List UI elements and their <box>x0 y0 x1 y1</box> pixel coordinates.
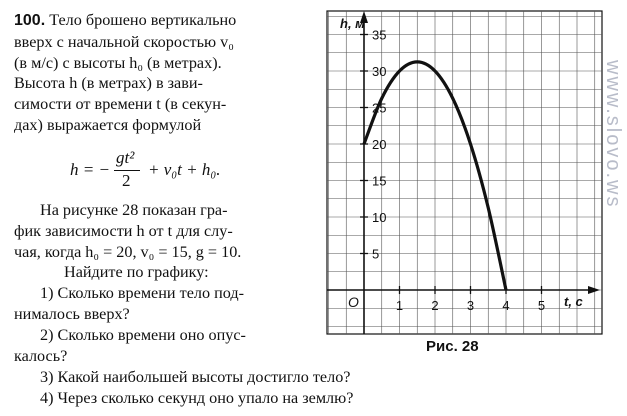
intro-line-6: дах) выражается формулой <box>14 115 202 134</box>
intro-line-4: Высота h (в метрах) в зави- <box>14 74 203 93</box>
watermark <box>602 60 627 416</box>
intro-line-3: (в м/с) с высоты h₀ (в метрах). <box>14 53 222 72</box>
x-tick-label: 1 <box>395 298 404 313</box>
formula-denominator: 2 <box>122 171 131 190</box>
chart-frame <box>327 11 602 334</box>
y-tick-label: 35 <box>372 27 387 43</box>
formula-lhs: h = − <box>70 160 110 179</box>
given-line-2: фик зависимости h от t для слу- <box>14 221 233 240</box>
x-tick-label: 2 <box>431 298 439 313</box>
question-1-line-2: нималось вверх? <box>14 305 130 323</box>
watermark-text: www.slovo.ws <box>602 60 624 209</box>
x-tick-label: 3 <box>466 298 475 313</box>
question-2-line-1: 2) Сколько времени оно опус- <box>40 326 246 344</box>
y-tick-label: 25 <box>372 100 387 116</box>
intro-line-1-text: Тело брошено вертикально <box>49 11 237 29</box>
problem-number: 100. <box>14 12 46 29</box>
x-tick-label: 5 <box>537 298 546 313</box>
question-2-line-2: калось? <box>14 347 68 365</box>
origin-label: O <box>348 294 359 310</box>
x-axis-label: t, c <box>564 294 583 309</box>
intro-line-5: симости от времени t (в секун- <box>14 95 227 114</box>
y-tick-label: 30 <box>372 64 387 79</box>
given-line-1: На рисунке 28 показан гра- <box>40 201 228 219</box>
given-line-3: чая, когда h₀ = 20, v₀ = 15, g = 10. <box>14 242 242 261</box>
y-tick-label: 20 <box>372 137 387 152</box>
formula-rest: + v₀t + h₀. <box>148 160 221 179</box>
question-1-line-1: 1) Сколько времени тело под- <box>40 284 245 302</box>
question-4: 4) Через сколько секунд оно упало на землю? <box>40 389 354 407</box>
figure-caption: Рис. 28 <box>426 338 479 355</box>
intro-line-2: вверх с начальной скоростью v₀ <box>14 32 234 51</box>
task-line: Найдите по графику: <box>64 263 209 282</box>
question-3: 3) Какой наибольшей высоты достигло тело? <box>40 368 351 386</box>
y-axis-label: h, м <box>340 16 365 31</box>
y-tick-label: 15 <box>372 173 387 189</box>
y-tick-label: 5 <box>372 246 380 262</box>
y-tick-label: 10 <box>372 210 387 225</box>
x-tick-label: 4 <box>502 298 510 313</box>
formula-numerator: gt² <box>116 148 135 167</box>
